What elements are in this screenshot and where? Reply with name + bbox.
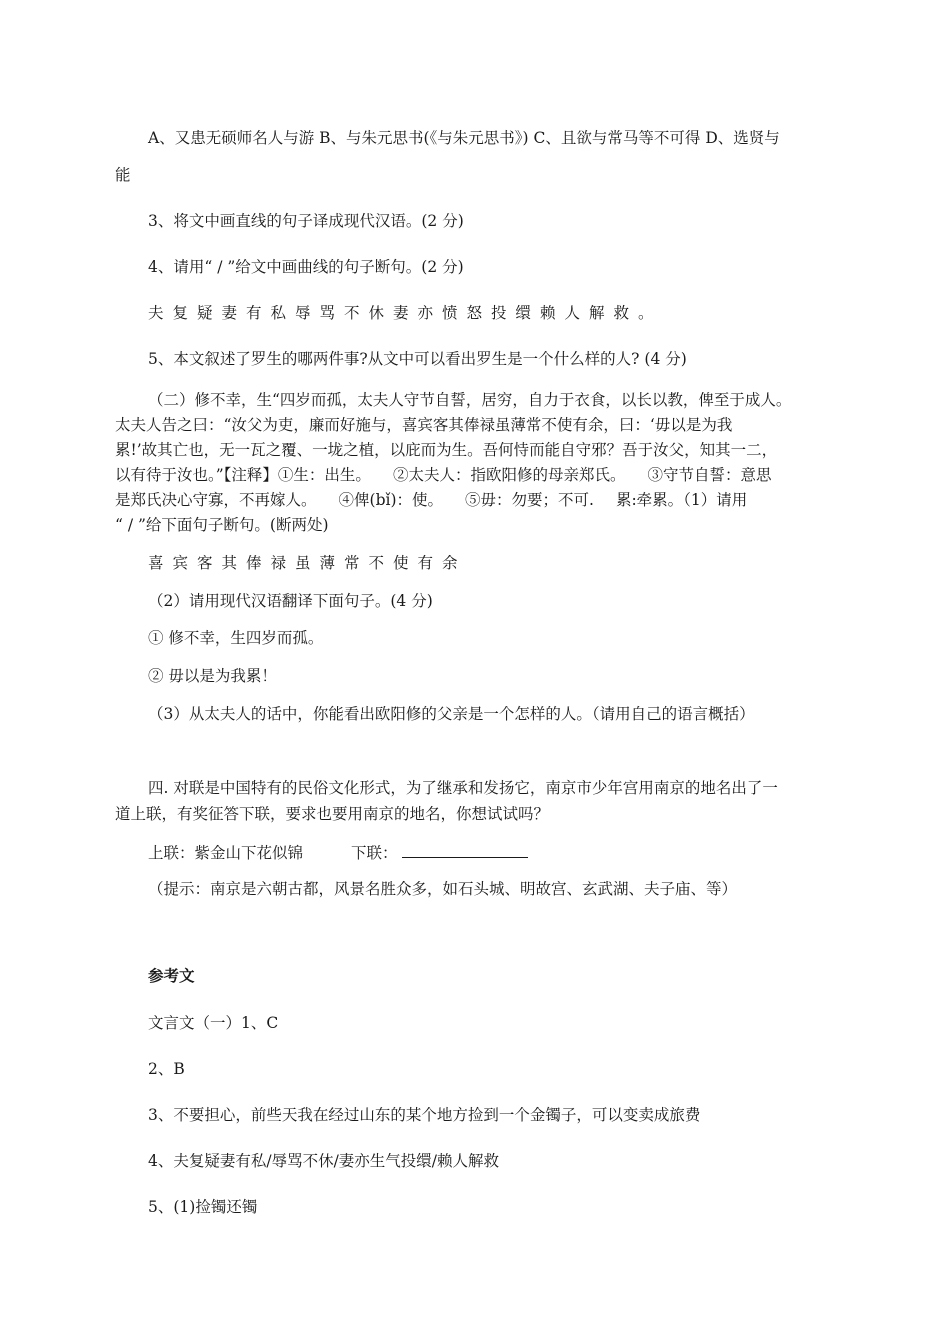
passage-2-line-3: 累!’故其亡也，无一瓦之覆、一垅之植，以庇而为生。吾何恃而能自守邪？吾于汝父，知其一二，: [115, 441, 778, 459]
reference-answer-5: 5、(1)捡镯还镯: [148, 1198, 258, 1216]
section-4-line-2: 道上联，有奖征答下联，要求也要用南京的地名，你想试试吗？: [115, 805, 550, 823]
passage-2-line-2: 太夫人告之曰：“汝父为吏，廉而好施与，喜宾客其俸禄虽薄常不使有余，曰：‘毋以是为我: [115, 416, 733, 434]
passage-2-note-5: ⑤毋：勿要；不可.: [465, 491, 594, 509]
question-3: 3、将文中画直线的句子译成现代汉语。(2 分): [148, 212, 464, 230]
passage-2-note-1: 以有待于汝也。”【注释】①生：出生。: [115, 466, 371, 484]
lower-couplet-label: 下联：: [351, 844, 398, 862]
couplet-line: [148, 842, 528, 863]
passage-2-line-1: （二）修不幸，生“四岁而孤，太夫人守节自誓，居穷，自力于衣食，以长以教，俾至于成人。: [148, 391, 792, 409]
reference-title: 参考文: [148, 966, 195, 985]
upper-couplet: 上联：紫金山下花似锦: [148, 844, 304, 862]
reference-answer-1: 文言文（一）1、C: [148, 1014, 279, 1032]
passage-2-sentence: 喜宾客其俸禄虽薄常不使有余: [148, 554, 467, 572]
passage-2-note-6: 累:牵累。（1）请用: [615, 491, 748, 509]
passage-2-question-2-item-1: ① 修不幸，生四岁而孤。: [148, 629, 324, 647]
q2-options-continuation: 能: [115, 166, 131, 184]
question-4-sentence: 夫复疑妻有私辱骂不休妻亦愤怒投缳赖人解救。: [148, 304, 663, 322]
passage-2-line-5: [115, 490, 747, 510]
passage-2-note-3: ③守节自誓：意思: [647, 466, 772, 484]
question-4: 4、请用“ / ”给文中画曲线的句子断句。(2 分): [148, 258, 464, 276]
reference-answer-2: 2、B: [148, 1060, 185, 1078]
section-4-hint: （提示：南京是六朝古都，风景名胜众多，如石头城、明故宫、玄武湖、夫子庙、等）: [148, 880, 738, 898]
reference-answer-3: 3、不要担心，前些天我在经过山东的某个地方捡到一个金镯子，可以变卖成旅费: [148, 1106, 701, 1124]
passage-2-note-4: ④俾(bǐ)：使。: [338, 491, 443, 509]
q2-options-line: A、又患无硕师名人与游 B、与朱元思书(《与朱元思书》) C、且欲与常马等不可得 D、选贤与: [148, 129, 780, 147]
reference-answer-4: 4、夫复疑妻有私/辱骂不休/妻亦生气投缳/赖人解救: [148, 1152, 500, 1170]
question-5: 5、本文叙述了罗生的哪两件事?从文中可以看出罗生是一个什么样的人? (4 分): [148, 350, 687, 368]
passage-2-question-1: “ / ”给下面句子断句。(断两处): [115, 516, 329, 534]
passage-2-question-2: （2）请用现代汉语翻译下面句子。(4 分): [148, 592, 433, 610]
passage-2-question-2-item-2: ② 毋以是为我累！: [148, 667, 277, 685]
passage-2-note-3-cont: 是郑氏决心守寡，不再嫁人。: [115, 491, 317, 509]
passage-2-question-3: （3）从太夫人的话中，你能看出欧阳修的父亲是一个怎样的人。（请用自己的语言概括）: [148, 705, 755, 723]
section-4-line-1: 四. 对联是中国特有的民俗文化形式，为了继承和发扬它，南京市少年宫用南京的地名出了一: [148, 779, 778, 797]
lower-couplet-blank: [402, 842, 528, 858]
passage-2-line-4: [115, 465, 771, 485]
passage-2-note-2: ②太夫人：指欧阳修的母亲郑氏。: [392, 466, 626, 484]
